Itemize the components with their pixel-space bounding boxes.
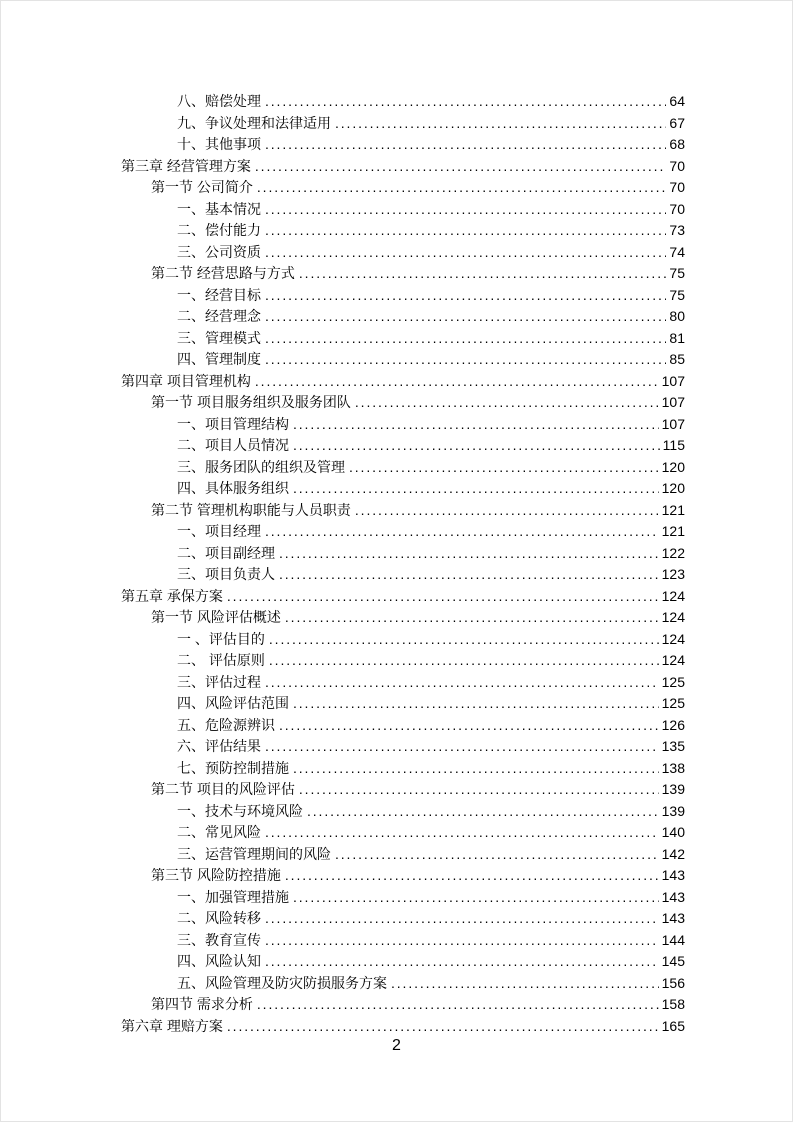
toc-list bbox=[121, 91, 685, 1037]
toc-entry-label: 四、风险评估范围 bbox=[177, 695, 289, 711]
toc-entry-label: 一、项目经理 bbox=[177, 523, 261, 539]
toc-entry[interactable] bbox=[121, 134, 685, 156]
dot-leader bbox=[335, 113, 666, 135]
toc-entry[interactable] bbox=[121, 306, 685, 328]
toc-entry-label: 二、经营理念 bbox=[177, 308, 261, 324]
dot-leader bbox=[285, 865, 659, 887]
toc-entry-label: 三、教育宣传 bbox=[177, 931, 261, 948]
toc-entry-label: 四、具体服务组织 bbox=[177, 480, 289, 496]
toc-entry[interactable] bbox=[121, 715, 685, 737]
toc-entry-label: 五、风险管理及防灾防损服务方案 bbox=[177, 974, 387, 991]
toc-entry[interactable] bbox=[121, 220, 685, 242]
toc-entry-label: 第二节 管理机构职能与人员职责 bbox=[151, 501, 351, 518]
dot-leader bbox=[293, 887, 659, 909]
toc-entry-page: 142 bbox=[661, 845, 685, 862]
toc-entry[interactable] bbox=[121, 994, 685, 1016]
toc-entry[interactable] bbox=[121, 887, 685, 909]
toc-entry[interactable] bbox=[121, 650, 685, 672]
dot-leader bbox=[307, 801, 659, 823]
toc-entry-page: 124 bbox=[661, 630, 685, 647]
dot-leader bbox=[279, 715, 659, 737]
toc-entry-label: 二、常见风险 bbox=[177, 824, 261, 840]
dot-leader bbox=[269, 629, 659, 651]
toc-entry[interactable] bbox=[121, 242, 685, 264]
dot-leader bbox=[265, 349, 666, 371]
toc-entry[interactable] bbox=[121, 607, 685, 629]
toc-entry-page: 120 bbox=[661, 458, 685, 475]
toc-entry-page: 126 bbox=[661, 716, 685, 733]
toc-entry-page: 145 bbox=[661, 953, 685, 969]
page-number: 2 bbox=[392, 1037, 401, 1054]
toc-entry[interactable] bbox=[121, 844, 685, 866]
toc-entry[interactable] bbox=[121, 177, 685, 199]
toc-entry[interactable] bbox=[121, 349, 685, 371]
toc-entry-page: 156 bbox=[661, 974, 685, 991]
toc-entry[interactable] bbox=[121, 930, 685, 952]
dot-leader bbox=[255, 371, 659, 393]
toc-entry[interactable] bbox=[121, 543, 685, 565]
toc-entry-page: 107 bbox=[661, 415, 685, 432]
toc-entry-label: 九、争议处理和法律适用 bbox=[177, 114, 331, 131]
toc-entry[interactable] bbox=[121, 758, 685, 780]
dot-leader bbox=[265, 951, 659, 973]
toc-entry-page: 122 bbox=[661, 544, 685, 561]
dot-leader bbox=[265, 220, 666, 242]
dot-leader bbox=[269, 650, 659, 672]
dot-leader bbox=[279, 564, 659, 586]
dot-leader bbox=[265, 822, 659, 844]
toc-entry[interactable] bbox=[121, 156, 685, 178]
toc-entry-page: 121 bbox=[661, 523, 685, 539]
toc-entry-page: 144 bbox=[661, 931, 685, 948]
toc-entry-page: 158 bbox=[661, 996, 685, 1012]
toc-entry-label: 四、风险认知 bbox=[177, 953, 261, 969]
dot-leader bbox=[227, 586, 659, 608]
dot-leader bbox=[227, 1016, 659, 1038]
toc-entry[interactable] bbox=[121, 414, 685, 436]
dot-leader bbox=[293, 693, 659, 715]
dot-leader bbox=[255, 156, 667, 178]
toc-entry[interactable] bbox=[121, 500, 685, 522]
toc-entry-page: 139 bbox=[661, 781, 685, 797]
dot-leader bbox=[391, 973, 659, 995]
toc-entry-page: 120 bbox=[661, 480, 685, 496]
page-footer bbox=[1, 1037, 792, 1055]
toc-entry-page: 73 bbox=[669, 222, 685, 238]
toc-entry-page: 70 bbox=[669, 179, 685, 195]
dot-leader bbox=[257, 994, 659, 1016]
toc-entry[interactable] bbox=[121, 199, 685, 221]
toc-entry-page: 143 bbox=[661, 867, 685, 883]
toc-entry-label: 一、经营目标 bbox=[177, 286, 261, 303]
toc-entry-page: 64 bbox=[669, 93, 685, 109]
toc-entry-label: 一 、评估目的 bbox=[177, 630, 265, 647]
dot-leader bbox=[279, 543, 659, 565]
toc-entry[interactable] bbox=[121, 91, 685, 113]
toc-entry-label: 三、运营管理期间的风险 bbox=[177, 845, 331, 862]
dot-leader bbox=[355, 500, 659, 522]
toc-entry-page: 75 bbox=[669, 286, 685, 303]
toc-entry-page: 140 bbox=[661, 824, 685, 840]
dot-leader bbox=[265, 134, 666, 156]
toc-entry-label: 第四节 需求分析 bbox=[151, 996, 253, 1012]
toc-entry[interactable] bbox=[121, 779, 685, 801]
dot-leader bbox=[265, 242, 666, 264]
dot-leader bbox=[265, 908, 659, 930]
toc-entry-page: 80 bbox=[669, 308, 685, 324]
toc-entry[interactable] bbox=[121, 328, 685, 350]
dot-leader bbox=[265, 672, 659, 694]
dot-leader bbox=[265, 306, 666, 328]
dot-leader bbox=[285, 607, 659, 629]
toc-entry-page: 143 bbox=[661, 888, 685, 905]
toc-entry[interactable] bbox=[121, 1016, 685, 1038]
toc-entry[interactable] bbox=[121, 908, 685, 930]
toc-entry[interactable] bbox=[121, 736, 685, 758]
toc-entry[interactable] bbox=[121, 693, 685, 715]
toc-entry-label: 五、危险源辨识 bbox=[177, 716, 275, 733]
toc-entry-label: 二、项目人员情况 bbox=[177, 437, 289, 453]
toc-entry[interactable] bbox=[121, 113, 685, 135]
toc-entry-page: 124 bbox=[661, 609, 685, 625]
toc-entry-page: 138 bbox=[661, 759, 685, 776]
toc-entry[interactable] bbox=[121, 263, 685, 285]
toc-entry-label: 第三章 经营管理方案 bbox=[121, 157, 251, 174]
toc-entry-label: 一、加强管理措施 bbox=[177, 888, 289, 905]
toc-entry-page: 143 bbox=[661, 910, 685, 926]
toc-entry-label: 七、预防控制措施 bbox=[177, 759, 289, 776]
toc-entry-page: 74 bbox=[669, 243, 685, 260]
dot-leader bbox=[265, 736, 659, 758]
toc-entry-page: 125 bbox=[661, 695, 685, 711]
toc-entry-page: 115 bbox=[662, 437, 685, 453]
toc-entry-label: 第三节 风险防控措施 bbox=[151, 867, 281, 883]
toc-entry-label: 四、管理制度 bbox=[177, 351, 261, 367]
dot-leader bbox=[293, 414, 659, 436]
dot-leader bbox=[355, 392, 659, 414]
dot-leader bbox=[265, 285, 666, 307]
toc-entry[interactable] bbox=[121, 629, 685, 651]
toc-entry-label: 三、服务团队的组织及管理 bbox=[177, 458, 345, 475]
toc-entry[interactable] bbox=[121, 392, 685, 414]
toc-entry-page: 139 bbox=[661, 802, 685, 819]
toc-entry-label: 三、公司资质 bbox=[177, 243, 261, 260]
dot-leader bbox=[299, 263, 667, 285]
toc-entry-page: 124 bbox=[661, 587, 685, 604]
toc-entry[interactable] bbox=[121, 951, 685, 973]
dot-leader bbox=[335, 844, 659, 866]
toc-entry-page: 68 bbox=[669, 136, 685, 152]
toc-entry[interactable] bbox=[121, 672, 685, 694]
dot-leader bbox=[349, 457, 659, 479]
toc-entry-label: 三、项目负责人 bbox=[177, 566, 275, 582]
dot-leader bbox=[293, 435, 660, 457]
toc-entry-label: 二、风险转移 bbox=[177, 910, 261, 926]
toc-entry[interactable] bbox=[121, 285, 685, 307]
toc-entry-page: 75 bbox=[669, 265, 685, 281]
toc-entry[interactable] bbox=[121, 371, 685, 393]
toc-entry-page: 125 bbox=[661, 673, 685, 690]
toc-entry-label: 三、管理模式 bbox=[177, 329, 261, 346]
toc-entry-label: 第一节 风险评估概述 bbox=[151, 609, 281, 625]
toc-entry-page: 81 bbox=[669, 329, 685, 346]
toc-entry-label: 第一节 项目服务组织及服务团队 bbox=[151, 394, 351, 410]
toc-entry-label: 二、 评估原则 bbox=[177, 652, 265, 668]
dot-leader bbox=[265, 199, 666, 221]
toc-entry-page: 70 bbox=[669, 200, 685, 217]
dot-leader bbox=[265, 930, 659, 952]
toc-entry[interactable] bbox=[121, 801, 685, 823]
toc-entry-page: 121 bbox=[661, 501, 685, 518]
toc-entry[interactable] bbox=[121, 564, 685, 586]
toc-entry-label: 一、基本情况 bbox=[177, 200, 261, 217]
toc-entry-page: 85 bbox=[669, 351, 685, 367]
toc-entry-label: 第二节 经营思路与方式 bbox=[151, 265, 295, 281]
toc-entry-label: 第四章 项目管理机构 bbox=[121, 372, 251, 389]
toc-entry-label: 第六章 理赔方案 bbox=[121, 1017, 223, 1034]
toc-entry-page: 165 bbox=[661, 1017, 685, 1034]
toc-entry-label: 第五章 承保方案 bbox=[121, 587, 223, 604]
toc-entry-label: 第二节 项目的风险评估 bbox=[151, 781, 295, 797]
toc-entry-page: 135 bbox=[661, 738, 685, 754]
dot-leader bbox=[293, 478, 659, 500]
dot-leader bbox=[293, 758, 659, 780]
dot-leader bbox=[265, 91, 666, 113]
toc-entry[interactable] bbox=[121, 865, 685, 887]
toc-entry[interactable] bbox=[121, 521, 685, 543]
toc-entry[interactable] bbox=[121, 586, 685, 608]
toc-entry-label: 十、其他事项 bbox=[177, 136, 261, 152]
toc-entry-label: 六、评估结果 bbox=[177, 738, 261, 754]
toc-entry-page: 124 bbox=[661, 652, 685, 668]
toc-entry-page: 123 bbox=[661, 566, 685, 582]
toc-entry[interactable] bbox=[121, 457, 685, 479]
toc-entry-page: 107 bbox=[661, 372, 685, 389]
toc-entry[interactable] bbox=[121, 435, 685, 457]
dot-leader bbox=[265, 328, 666, 350]
toc-entry-label: 一、项目管理结构 bbox=[177, 415, 289, 432]
toc-entry-page: 107 bbox=[661, 394, 685, 410]
toc-entry-label: 二、项目副经理 bbox=[177, 544, 275, 561]
toc-entry-page: 67 bbox=[669, 114, 685, 131]
dot-leader bbox=[265, 521, 659, 543]
toc-entry[interactable] bbox=[121, 822, 685, 844]
toc-entry-label: 二、偿付能力 bbox=[177, 222, 261, 238]
toc-entry[interactable] bbox=[121, 973, 685, 995]
toc-entry-label: 一、技术与环境风险 bbox=[177, 802, 303, 819]
toc-entry-page: 70 bbox=[669, 157, 685, 174]
toc-entry[interactable] bbox=[121, 478, 685, 500]
dot-leader bbox=[257, 177, 667, 199]
dot-leader bbox=[299, 779, 659, 801]
toc-entry-label: 第一节 公司简介 bbox=[151, 179, 253, 195]
toc-entry-label: 八、赔偿处理 bbox=[177, 93, 261, 109]
toc-entry-label: 三、评估过程 bbox=[177, 673, 261, 690]
